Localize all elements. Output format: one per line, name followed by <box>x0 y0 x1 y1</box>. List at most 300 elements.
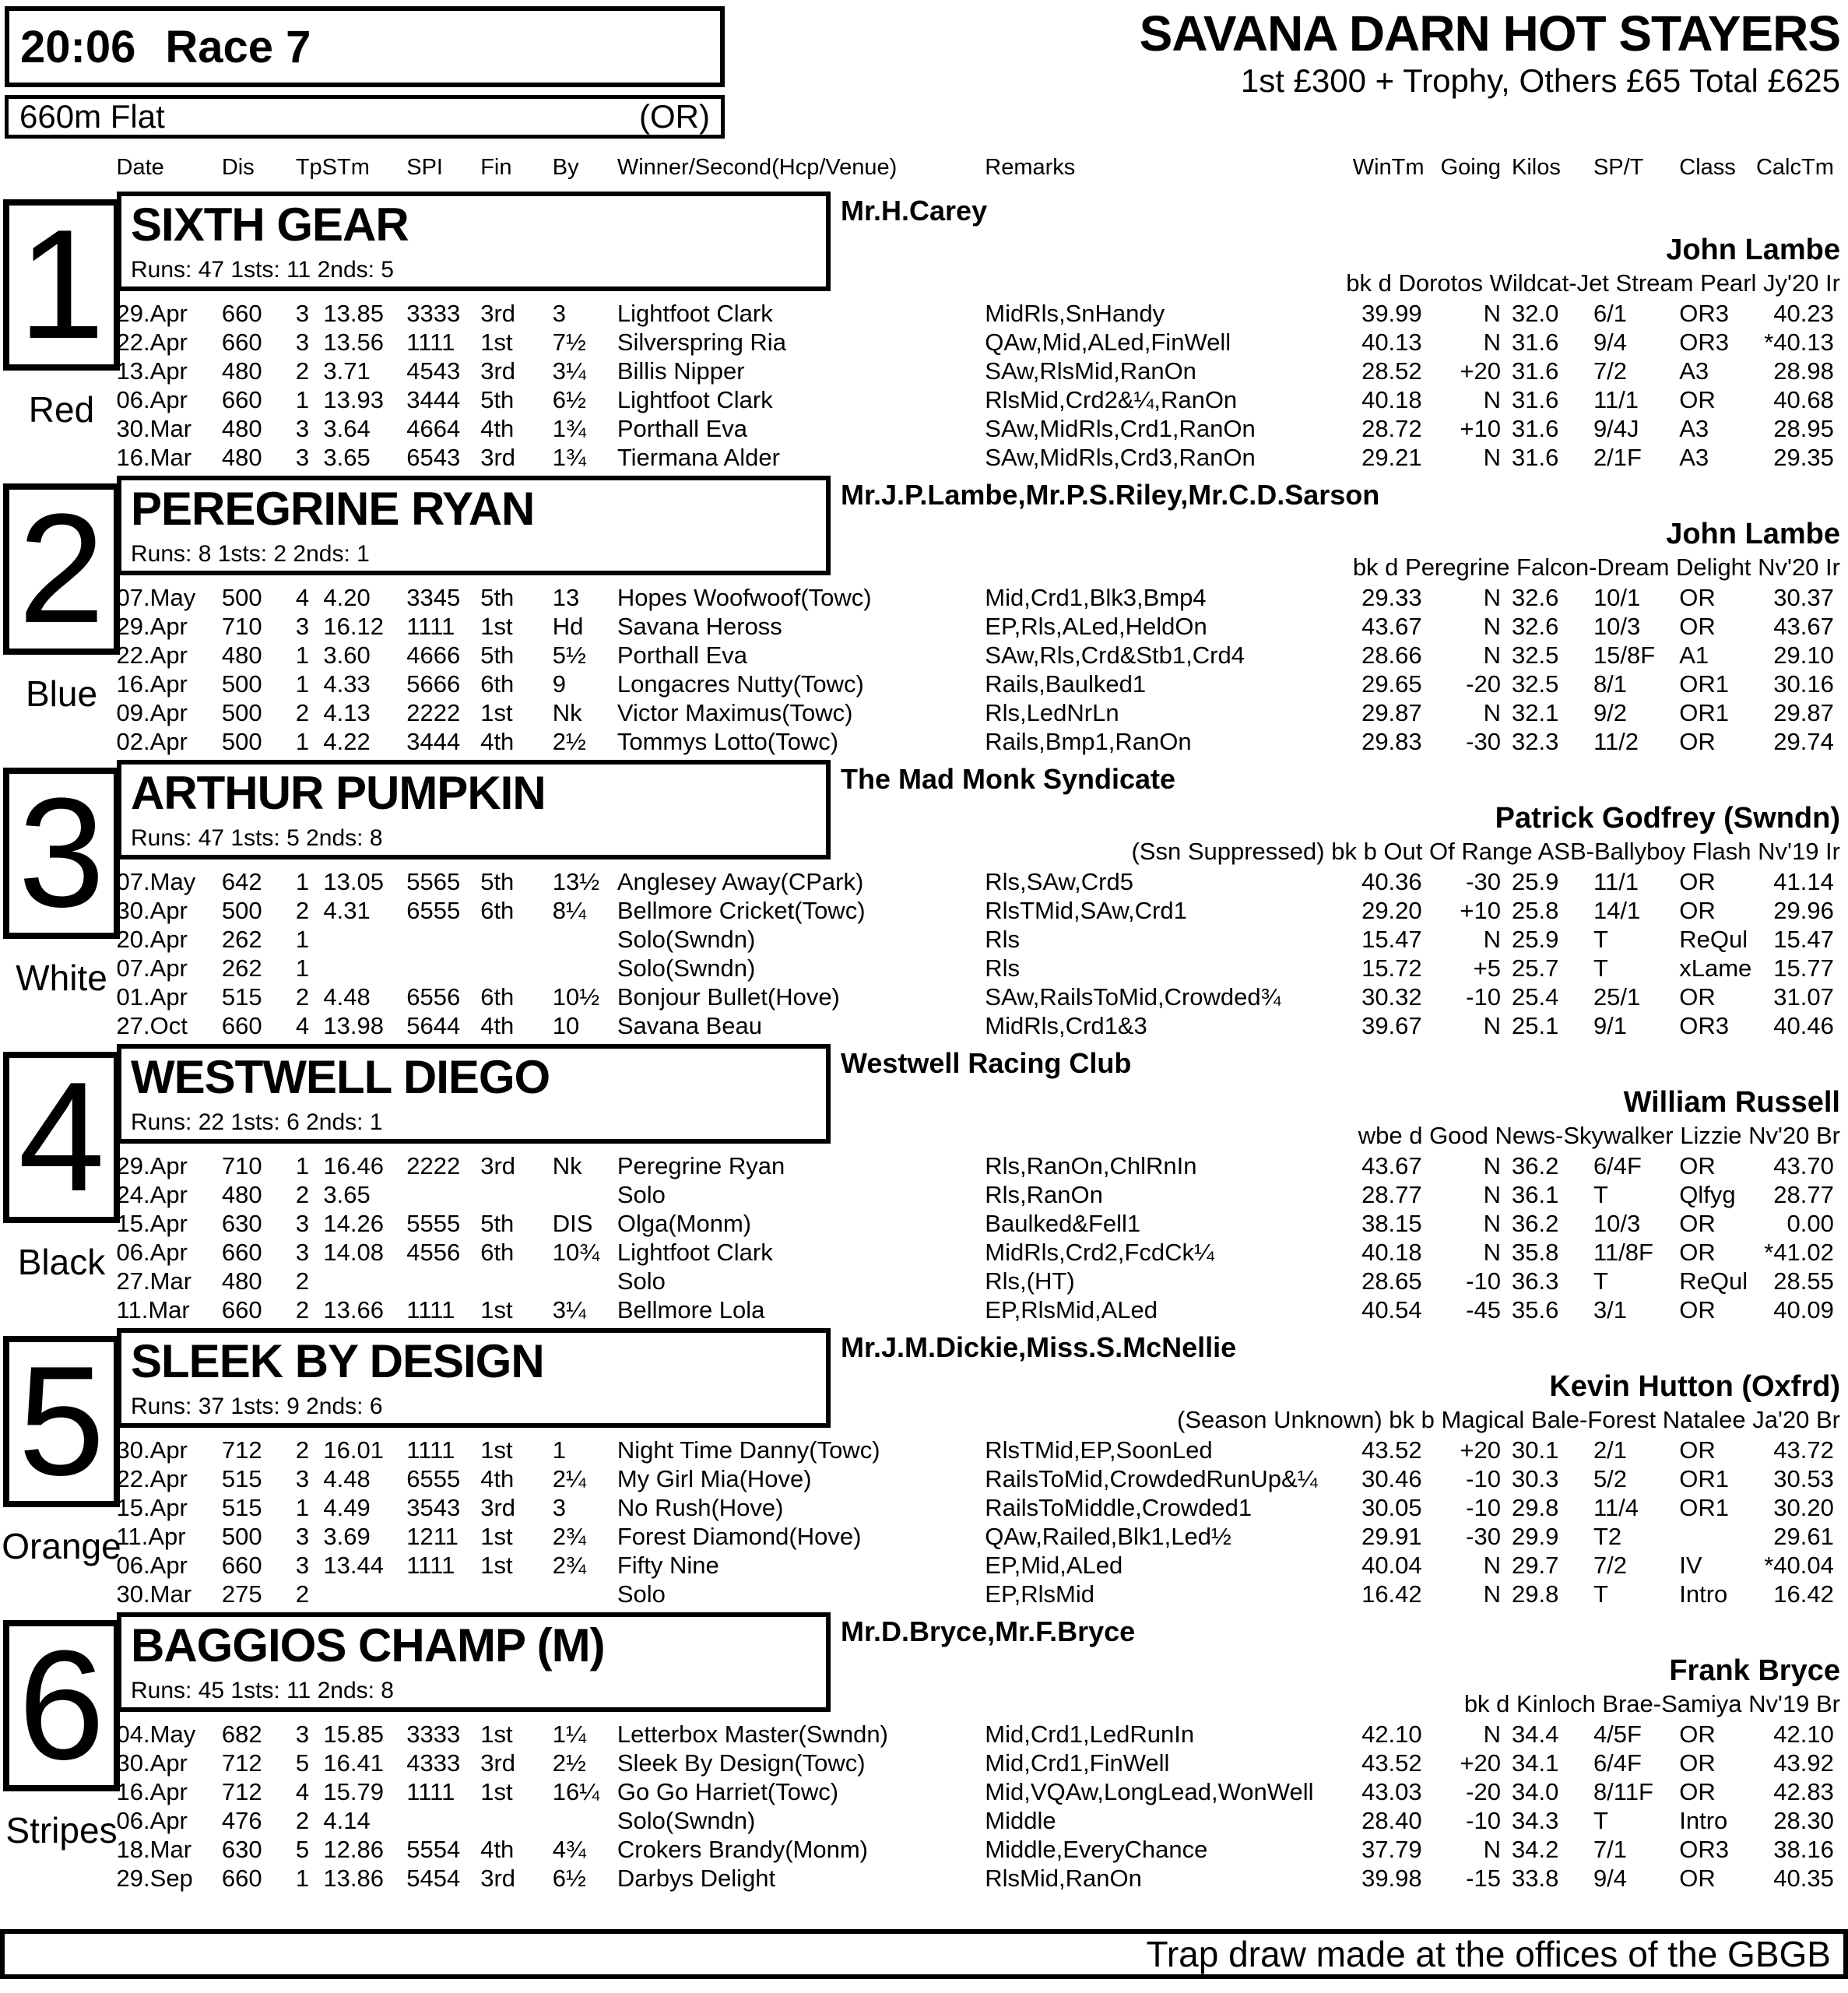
column-headers <box>0 153 1848 182</box>
cell-spi: 5554 <box>406 1836 461 1863</box>
cell-stm: 4.22 <box>323 728 371 755</box>
cell-by: 10 <box>552 1012 580 1039</box>
cell-sp: 11/1 <box>1593 868 1639 895</box>
cell-spi <box>406 1180 480 1209</box>
row-gutter <box>0 1777 117 1806</box>
cell-wintm: 28.52 <box>1361 357 1422 385</box>
cell-stm <box>323 925 406 954</box>
cell-date: 16.Mar <box>116 444 192 471</box>
cell-by: Nk <box>552 699 582 726</box>
cell-winner: Tommys Lotto(Towc) <box>617 728 839 755</box>
form-row <box>0 670 1848 698</box>
trap-color-label: White <box>16 958 107 998</box>
cell-kilos: 33.8 <box>1511 1865 1559 1892</box>
cell-sp: T <box>1593 1267 1608 1295</box>
cell-date: 29.Sep <box>116 1865 193 1892</box>
cell-stm: 13.44 <box>323 1552 384 1579</box>
cell-cls: OR <box>1679 1210 1716 1237</box>
cell-remarks: Mid,Crd1,LedRunIn <box>985 1721 1195 1748</box>
cell-stm: 16.41 <box>323 1749 384 1777</box>
cell-wintm: 40.36 <box>1361 868 1422 895</box>
breeding-line: (Ssn Suppressed) bk b Out Of Range ASB-Ballyboy Flash Nv'19 Ir <box>1131 838 1840 865</box>
cell-spi: 6555 <box>406 1465 461 1492</box>
cell-fin <box>480 954 553 982</box>
race-number: Race 7 <box>165 21 311 72</box>
cell-going: N <box>1483 641 1501 669</box>
cell-fin: 6th <box>480 670 515 698</box>
cell-cls: OR <box>1679 613 1716 640</box>
cell-date: 18.Mar <box>116 1836 192 1863</box>
cell-spi: 6543 <box>406 444 461 471</box>
cell-wintm: 29.33 <box>1361 584 1422 611</box>
cell-fin: 4th <box>480 415 515 442</box>
form-row <box>0 925 1848 954</box>
cell-cls: A3 <box>1679 444 1709 471</box>
runner-block <box>0 1042 1848 1327</box>
cell-tp: 1 <box>295 926 310 953</box>
cell-tp: 2 <box>295 357 310 385</box>
cell-sp: 2/1 <box>1593 1436 1628 1464</box>
form-row <box>0 1295 1848 1324</box>
cell-remarks: MidRls,Crd1&3 <box>985 1012 1147 1039</box>
cell-remarks: EP,Mid,ALed <box>985 1552 1123 1579</box>
cell-spi: 6555 <box>406 897 461 924</box>
cell-wintm: 29.83 <box>1361 728 1422 755</box>
cell-by: 6½ <box>552 1865 586 1892</box>
cell-fin: 4th <box>480 1012 515 1039</box>
cell-dis: 660 <box>221 1012 262 1039</box>
cell-calctm: 40.09 <box>1773 1296 1834 1323</box>
cell-winner: Lightfoot Clark <box>617 1239 773 1266</box>
cell-sp: 11/1 <box>1593 386 1639 413</box>
cell-wintm: 29.87 <box>1361 699 1422 726</box>
cell-stm: 4.14 <box>323 1807 371 1834</box>
cell-tp: 3 <box>295 1523 310 1550</box>
cell-by: 2½ <box>552 728 586 755</box>
row-gutter <box>0 1522 117 1551</box>
cell-fin: 4th <box>480 1465 515 1492</box>
cell-going: N <box>1483 386 1501 413</box>
row-gutter <box>0 1806 117 1835</box>
form-row <box>0 1209 1848 1238</box>
cell-kilos: 34.4 <box>1511 1721 1559 1748</box>
cell-tp: 1 <box>295 868 310 895</box>
cell-stm: 3.69 <box>323 1523 371 1550</box>
cell-stm <box>323 954 406 982</box>
cell-calctm: 40.23 <box>1773 300 1834 327</box>
runner-block <box>0 190 1848 474</box>
cell-dis: 710 <box>221 613 262 640</box>
cell-fin: 1st <box>480 1436 513 1464</box>
cell-calctm: 43.72 <box>1773 1436 1834 1464</box>
cell-calctm: 42.83 <box>1773 1778 1834 1805</box>
cell-kilos: 32.6 <box>1511 613 1559 640</box>
cell-tp: 3 <box>295 444 310 471</box>
form-row <box>0 1749 1848 1777</box>
row-gutter <box>0 1209 117 1238</box>
runners-list <box>0 190 1848 1895</box>
cell-going: -45 <box>1466 1296 1501 1323</box>
trainer-name: John Lambe <box>1666 234 1840 266</box>
cell-by: 3¼ <box>552 357 586 385</box>
cell-dis: 710 <box>221 1152 262 1179</box>
cell-sp: 11/8F <box>1593 1239 1653 1266</box>
form-row <box>0 612 1848 641</box>
cell-by: 10¾ <box>552 1239 600 1266</box>
cell-going: -20 <box>1466 670 1501 698</box>
cell-winner: Solo(Swndn) <box>617 954 756 982</box>
row-gutter <box>0 698 117 727</box>
cell-sp: T <box>1593 926 1608 953</box>
cell-remarks: Middle <box>985 1807 1056 1834</box>
cell-calctm: 29.87 <box>1773 699 1834 726</box>
cell-spi: 4543 <box>406 357 461 385</box>
cell-date: 22.Apr <box>116 1465 188 1492</box>
cell-going: -20 <box>1466 1778 1501 1805</box>
cell-by: 2¼ <box>552 1465 586 1492</box>
cell-going: N <box>1483 444 1501 471</box>
form-row <box>0 583 1848 612</box>
cell-sp: T <box>1593 1807 1608 1834</box>
breeding-line: bk d Dorotos Wildcat-Jet Stream Pearl Jy'20 Ir <box>1346 269 1840 297</box>
cell-spi: 1111 <box>406 1552 455 1579</box>
colhead-gutter <box>0 153 117 182</box>
trap-number: 5 <box>18 1334 105 1508</box>
owner-name: Mr.D.Bryce,Mr.F.Bryce <box>841 1615 1136 1647</box>
form-row <box>0 1151 1848 1180</box>
cell-fin: 3rd <box>480 444 516 471</box>
cell-kilos: 29.7 <box>1511 1552 1559 1579</box>
cell-fin: 6th <box>480 983 515 1011</box>
cell-date: 29.Apr <box>116 613 188 640</box>
cell-spi: 4556 <box>406 1239 461 1266</box>
cell-date: 09.Apr <box>116 699 188 726</box>
cell-going: N <box>1483 1152 1501 1179</box>
cell-remarks: RlsTMid,EP,SoonLed <box>985 1436 1213 1464</box>
cell-going: N <box>1483 613 1501 640</box>
cell-by: 16¼ <box>552 1778 600 1805</box>
cell-winner: Anglesey Away(CPark) <box>617 868 864 895</box>
cell-going: N <box>1483 300 1501 327</box>
cell-calctm: 30.37 <box>1773 584 1834 611</box>
form-row <box>0 896 1848 925</box>
cell-by: 8¼ <box>552 897 586 924</box>
runner-block <box>0 758 1848 1042</box>
cell-fin: 1st <box>480 1721 513 1748</box>
cell-winner: Victor Maximus(Towc) <box>617 699 853 726</box>
cell-stm: 4.20 <box>323 584 371 611</box>
cell-by: 7½ <box>552 329 586 356</box>
cell-remarks: MidRls,SnHandy <box>985 300 1165 327</box>
cell-stm: 4.31 <box>323 897 371 924</box>
cell-cls: OR1 <box>1679 699 1729 726</box>
race-prizes: 1st £300 + Trophy, Others £65 Total £625 <box>1240 62 1840 99</box>
cell-spi: 1111 <box>406 329 455 356</box>
cell-going: +20 <box>1460 1436 1501 1464</box>
cell-date: 07.May <box>116 868 196 895</box>
row-gutter <box>0 1151 117 1180</box>
form-row <box>0 641 1848 670</box>
cell-tp: 4 <box>295 584 310 611</box>
cell-fin: 3rd <box>480 1865 516 1892</box>
cell-tp: 2 <box>295 699 310 726</box>
cell-date: 30.Mar <box>116 415 192 442</box>
cell-sp: 7/1 <box>1593 1836 1628 1863</box>
cell-by <box>553 1267 617 1295</box>
cell-wintm: 30.05 <box>1361 1494 1422 1521</box>
cell-date: 11.Mar <box>116 1296 190 1323</box>
cell-cls: OR <box>1679 1778 1716 1805</box>
cell-stm <box>323 1580 406 1608</box>
cell-date: 29.Apr <box>116 1152 188 1179</box>
colhead-remarks: Remarks <box>985 155 1076 180</box>
cell-spi <box>406 1267 480 1295</box>
cell-date: 15.Apr <box>116 1494 188 1521</box>
cell-tp: 1 <box>295 641 310 669</box>
cell-date: 16.Apr <box>116 670 188 698</box>
form-row <box>0 443 1848 472</box>
form-row <box>0 1180 1848 1209</box>
cell-fin: 4th <box>480 728 515 755</box>
cell-kilos: 25.9 <box>1511 926 1559 953</box>
cell-calctm: 40.46 <box>1773 1012 1834 1039</box>
cell-dis: 480 <box>221 1181 262 1208</box>
breeding-line: bk d Kinloch Brae-Samiya Nv'19 Br <box>1463 1690 1840 1717</box>
cell-going: N <box>1483 926 1501 953</box>
cell-tp: 3 <box>295 1465 310 1492</box>
cell-fin: 5th <box>480 584 515 611</box>
cell-going: N <box>1483 1721 1501 1748</box>
cell-fin: 3rd <box>480 300 516 327</box>
cell-calctm: 30.53 <box>1773 1465 1834 1492</box>
dog-name: WESTWELL DIEGO <box>131 1051 550 1103</box>
form-row <box>0 1267 1848 1295</box>
cell-dis: 500 <box>221 1523 262 1550</box>
cell-calctm: 15.77 <box>1773 954 1834 982</box>
dog-name: ARTHUR PUMPKIN <box>131 767 546 819</box>
cell-tp: 5 <box>295 1836 310 1863</box>
race-time: 20:06 <box>20 21 136 72</box>
colhead-fin: Fin <box>480 155 512 180</box>
cell-calctm: 29.74 <box>1773 728 1834 755</box>
dog-name-box <box>117 192 831 291</box>
cell-winner: Letterbox Master(Swndn) <box>617 1721 888 1748</box>
form-row <box>0 1464 1848 1493</box>
cell-sp: 25/1 <box>1593 983 1641 1011</box>
trainer-name: John Lambe <box>1666 518 1840 550</box>
cell-wintm: 39.98 <box>1361 1865 1422 1892</box>
cell-dis: 712 <box>221 1749 262 1777</box>
cell-tp: 1 <box>295 670 310 698</box>
form-rows <box>0 1720 1848 1893</box>
cell-going: -10 <box>1466 1494 1501 1521</box>
cell-sp: 15/8F <box>1593 641 1656 669</box>
race-title: SAVANA DARN HOT STAYERS <box>1139 5 1840 62</box>
cell-wintm: 30.46 <box>1361 1465 1422 1492</box>
row-gutter <box>0 1551 117 1580</box>
cell-cls: A1 <box>1679 641 1709 669</box>
row-gutter <box>0 414 117 443</box>
row-gutter <box>0 896 117 925</box>
cell-fin: 3rd <box>480 1152 516 1179</box>
cell-dis: 500 <box>221 728 262 755</box>
cell-dis: 660 <box>221 1865 262 1892</box>
row-gutter <box>0 1864 117 1893</box>
cell-remarks: Baulked&Fell1 <box>985 1210 1141 1237</box>
form-row <box>0 727 1848 756</box>
cell-date: 07.Apr <box>116 954 188 982</box>
form-row <box>0 1436 1848 1464</box>
cell-tp: 1 <box>295 954 310 982</box>
cell-date: 06.Apr <box>116 1807 188 1834</box>
row-gutter <box>0 954 117 982</box>
cell-spi <box>406 925 480 954</box>
cell-cls: OR <box>1679 1865 1716 1892</box>
cell-tp: 1 <box>295 386 310 413</box>
cell-wintm: 29.21 <box>1361 444 1422 471</box>
cell-tp: 2 <box>295 1296 310 1323</box>
cell-spi: 4666 <box>406 641 461 669</box>
cell-stm: 12.86 <box>323 1836 384 1863</box>
race-distance: 660m Flat <box>19 98 165 135</box>
cell-calctm: 41.14 <box>1773 868 1834 895</box>
cell-dis: 515 <box>221 1494 262 1521</box>
cell-kilos: 31.6 <box>1511 329 1559 356</box>
cell-going: -15 <box>1466 1865 1501 1892</box>
cell-winner: Solo(Swndn) <box>617 926 756 953</box>
cell-wintm: 43.03 <box>1361 1778 1422 1805</box>
cell-wintm: 40.18 <box>1361 1239 1422 1266</box>
colhead-calctm: CalcTm <box>1755 155 1834 180</box>
cell-dis: 500 <box>221 670 262 698</box>
dog-record: Runs: 45 1sts: 11 2nds: 8 <box>131 1678 394 1703</box>
row-gutter <box>0 925 117 954</box>
cell-wintm: 40.18 <box>1361 386 1422 413</box>
cell-wintm: 40.54 <box>1361 1296 1422 1323</box>
cell-stm: 16.12 <box>323 613 384 640</box>
cell-cls: OR3 <box>1679 1012 1729 1039</box>
cell-going: N <box>1483 329 1501 356</box>
cell-sp: 14/1 <box>1593 897 1641 924</box>
cell-calctm: 29.96 <box>1773 897 1834 924</box>
cell-remarks: Rls <box>985 926 1021 953</box>
cell-date: 02.Apr <box>116 728 188 755</box>
form-rows <box>0 583 1848 756</box>
cell-by: Nk <box>552 1152 582 1179</box>
cell-stm: 4.13 <box>323 699 371 726</box>
cell-date: 06.Apr <box>116 1552 188 1579</box>
cell-stm: 14.08 <box>323 1239 384 1266</box>
dog-record: Runs: 37 1sts: 9 2nds: 6 <box>131 1394 383 1419</box>
cell-calctm: 16.42 <box>1773 1580 1834 1608</box>
cell-sp: 7/2 <box>1593 357 1628 385</box>
cell-calctm: *40.13 <box>1764 329 1834 356</box>
cell-by: Hd <box>552 613 584 640</box>
cell-going: N <box>1483 1012 1501 1039</box>
dog-record: Runs: 47 1sts: 5 2nds: 8 <box>131 825 383 851</box>
cell-tp: 2 <box>295 1267 310 1295</box>
cell-fin <box>480 1180 553 1209</box>
trainer-name: Kevin Hutton (Oxfrd) <box>1549 1370 1840 1403</box>
cell-remarks: RlsTMid,SAw,Crd1 <box>985 897 1187 924</box>
cell-fin: 3rd <box>480 1749 516 1777</box>
cell-wintm: 28.72 <box>1361 415 1422 442</box>
cell-kilos: 31.6 <box>1511 444 1559 471</box>
cell-kilos: 25.1 <box>1511 1012 1559 1039</box>
cell-sp: 9/4 <box>1593 1865 1628 1892</box>
cell-remarks: RailsToMid,CrowdedRunUp&¼ <box>985 1465 1318 1492</box>
cell-spi: 5454 <box>406 1865 461 1892</box>
footer-note: Trap draw made at the offices of the GBGB <box>1146 1934 1831 1974</box>
row-gutter <box>0 1267 117 1295</box>
cell-winner: Forest Diamond(Hove) <box>617 1523 862 1550</box>
cell-sp: 4/5F <box>1593 1721 1642 1748</box>
cell-date: 01.Apr <box>116 983 188 1011</box>
cell-stm: 13.05 <box>323 868 384 895</box>
cell-stm: 4.33 <box>323 670 371 698</box>
cell-kilos: 34.3 <box>1511 1807 1559 1834</box>
cell-going: N <box>1483 1552 1501 1579</box>
colhead-dis: Dis <box>221 155 255 180</box>
cell-date: 15.Apr <box>116 1210 188 1237</box>
cell-calctm: 43.92 <box>1773 1749 1834 1777</box>
cell-winner: Darbys Delight <box>617 1865 776 1892</box>
cell-cls: Intro <box>1679 1807 1728 1834</box>
form-rows <box>0 299 1848 472</box>
cell-date: 27.Oct <box>116 1012 188 1039</box>
cell-cls: OR <box>1679 1152 1716 1179</box>
cell-sp: 10/3 <box>1593 613 1641 640</box>
cell-spi: 4333 <box>406 1749 461 1777</box>
cell-stm: 3.64 <box>323 415 371 442</box>
cell-by: 9 <box>552 670 567 698</box>
breeding-line: wbe d Good News-Skywalker Lizzie Nv'20 Br <box>1358 1122 1840 1149</box>
race-grade: (OR) <box>639 98 710 135</box>
cell-fin: 1st <box>480 1778 513 1805</box>
cell-spi: 1111 <box>406 1778 455 1805</box>
cell-tp: 2 <box>295 1807 310 1834</box>
cell-going: N <box>1483 584 1501 611</box>
cell-calctm: 29.61 <box>1773 1523 1834 1550</box>
cell-kilos: 35.6 <box>1511 1296 1559 1323</box>
cell-winner: Bonjour Bullet(Hove) <box>617 983 840 1011</box>
form-rows <box>0 1436 1848 1608</box>
row-gutter <box>0 385 117 414</box>
cell-kilos: 29.9 <box>1511 1523 1559 1550</box>
cell-kilos: 25.7 <box>1511 954 1559 982</box>
dog-name-box <box>117 476 831 575</box>
cell-remarks: Mid,Crd1,FinWell <box>985 1749 1170 1777</box>
cell-winner: Solo <box>617 1267 666 1295</box>
trap-color-label: Stripes <box>5 1810 118 1851</box>
cell-cls: OR <box>1679 1721 1716 1748</box>
cell-fin: 1st <box>480 1523 513 1550</box>
cell-remarks: MidRls,Crd2,FcdCk¼ <box>985 1239 1214 1266</box>
cell-spi: 6556 <box>406 983 461 1011</box>
trap-color-label: Black <box>17 1242 106 1282</box>
cell-spi <box>406 954 480 982</box>
cell-cls: OR <box>1679 386 1716 413</box>
cell-tp: 2 <box>295 983 310 1011</box>
cell-spi: 5565 <box>406 868 461 895</box>
owner-name: Westwell Racing Club <box>841 1047 1132 1079</box>
cell-remarks: Rails,Baulked1 <box>985 670 1147 698</box>
colhead-class: Class <box>1679 155 1736 180</box>
cell-winner: Go Go Harriet(Towc) <box>617 1778 839 1805</box>
cell-spi: 1111 <box>406 1296 455 1323</box>
cell-sp: 6/4F <box>1593 1152 1642 1179</box>
cell-calctm: 43.70 <box>1773 1152 1834 1179</box>
